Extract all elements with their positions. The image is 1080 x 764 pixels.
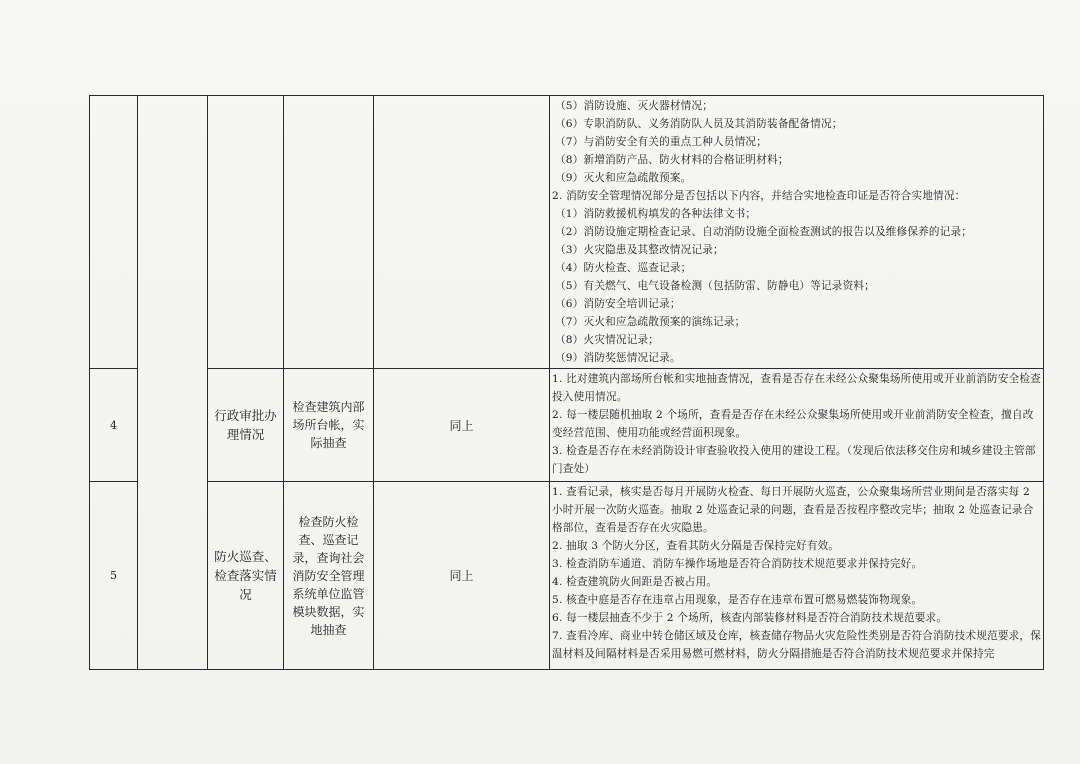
content-line: （6）消防安全培训记录； [555,298,681,310]
content-line: 2. 每一楼层随机抽取 2 个场所，查看是否存在未经公众聚集场所使用或开业前消防安全检查，擅自改变经营范围、使用功能或经营面积现象。 [552,409,1034,439]
category-cell [138,96,208,670]
content-line: （4）防火检查、巡查记录； [555,262,692,274]
content-line: 3. 检查消防车通道、消防车操作场地是否符合消防技术规范要求并保持完好。 [552,558,923,570]
content-cell [550,369,1044,482]
content-line: （2）消防设施定期检查记录、自动消防设施全面检查测试的报告以及维修保养的记录； [555,226,973,238]
method-cell: 检查防火检查、巡查记录，查询社会消防安全管理系统单位监管模块数据，实地抽查 [284,482,374,670]
content-line: （5）有关燃气、电气设备检测（包括防雷、防静电）等记录资料； [555,280,875,292]
basis-cell [374,96,550,369]
inspection-table [89,95,1044,670]
content-line: （5）消防设施、灭火器材情况； [555,100,714,112]
content-line: （9）消防奖惩情况记录。 [555,352,681,364]
content-line: 2. 消防安全管理情况部分是否包括以下内容，并结合实地检查印证是否符合实地情况： [552,190,966,202]
method-cell: 检查建筑内部场所台帐，实际抽查 [284,369,374,482]
content-line: （7）灭火和应急疏散预案的演练记录； [555,316,746,328]
content-line: 7. 查看冷库、商业中转仓储区域及仓库，核查储存物品火灾危险性类别是否符合消防技术规范要求，保温材料及间隔材料是否采用易燃可燃材料，防火分隔措施是否符合消防技术规范要求并保持完 [552,630,1041,660]
content-cell [550,482,1044,670]
content-line: （1）消防救援机构填发的各种法律文书； [555,208,757,220]
number-cell [90,96,138,369]
item-cell [208,96,284,369]
content-line: 1. 比对建筑内部场所台帐和实地抽查情况，查看是否存在未经公众聚集场所使用或开业前消防安全检查投入使用情况。 [552,373,1041,403]
content-line: （7）与消防安全有关的重点工种人员情况； [555,136,768,148]
content-line: （3）火灾隐患及其整改情况记录； [555,244,724,256]
item-cell: 行政审批办理情况 [208,369,284,482]
content-line: 1. 查看记录，核实是否每月开展防火检查、每日开展防火巡查，公众聚集场所营业期间是否落实每 2 小时开展一次防火巡查。抽取 2 处巡查记录的问题，查看是否按程序整改完毕；抽取 2 处巡查记录合格部位，查看是否存在火灾隐患。 [552,486,1034,534]
content-line: （6）专职消防队、义务消防队人员及其消防装备配备情况； [555,118,843,130]
item-cell: 防火巡查、检查落实情况 [208,482,284,670]
content-cell [550,96,1044,369]
content-line: 6. 每一楼层抽查不少于 2 个场所，核查内部装修材料是否符合消防技术规范要求。 [552,612,948,624]
content-line: 3. 检查是否存在未经消防设计审查验收投入使用的建设工程。（发现后依法移交住房和城乡建设主管部门查处） [552,445,1036,475]
content-line: （8）火灾情况记录； [555,334,660,346]
content-line: （8）新增消防产品、防火材料的合格证明材料； [555,154,789,166]
row-number: 4 [90,369,138,482]
content-line: 4. 检查建筑防火间距是否被占用。 [552,576,718,588]
row-number: 5 [90,482,138,670]
table-row [90,482,1044,670]
content-line: （9）灭火和应急疏散预案。 [555,172,692,184]
content-line: 2. 抽取 3 个防火分区，查看其防火分隔是否保持完好有效。 [552,540,840,552]
table-row [90,96,1044,369]
table-row [90,369,1044,482]
basis-cell: 同上 [374,369,550,482]
method-cell [284,96,374,369]
basis-cell: 同上 [374,482,550,670]
content-line: 5. 核查中庭是否存在违章占用现象，是否存在违章布置可燃易燃装饰物现象。 [552,594,923,606]
